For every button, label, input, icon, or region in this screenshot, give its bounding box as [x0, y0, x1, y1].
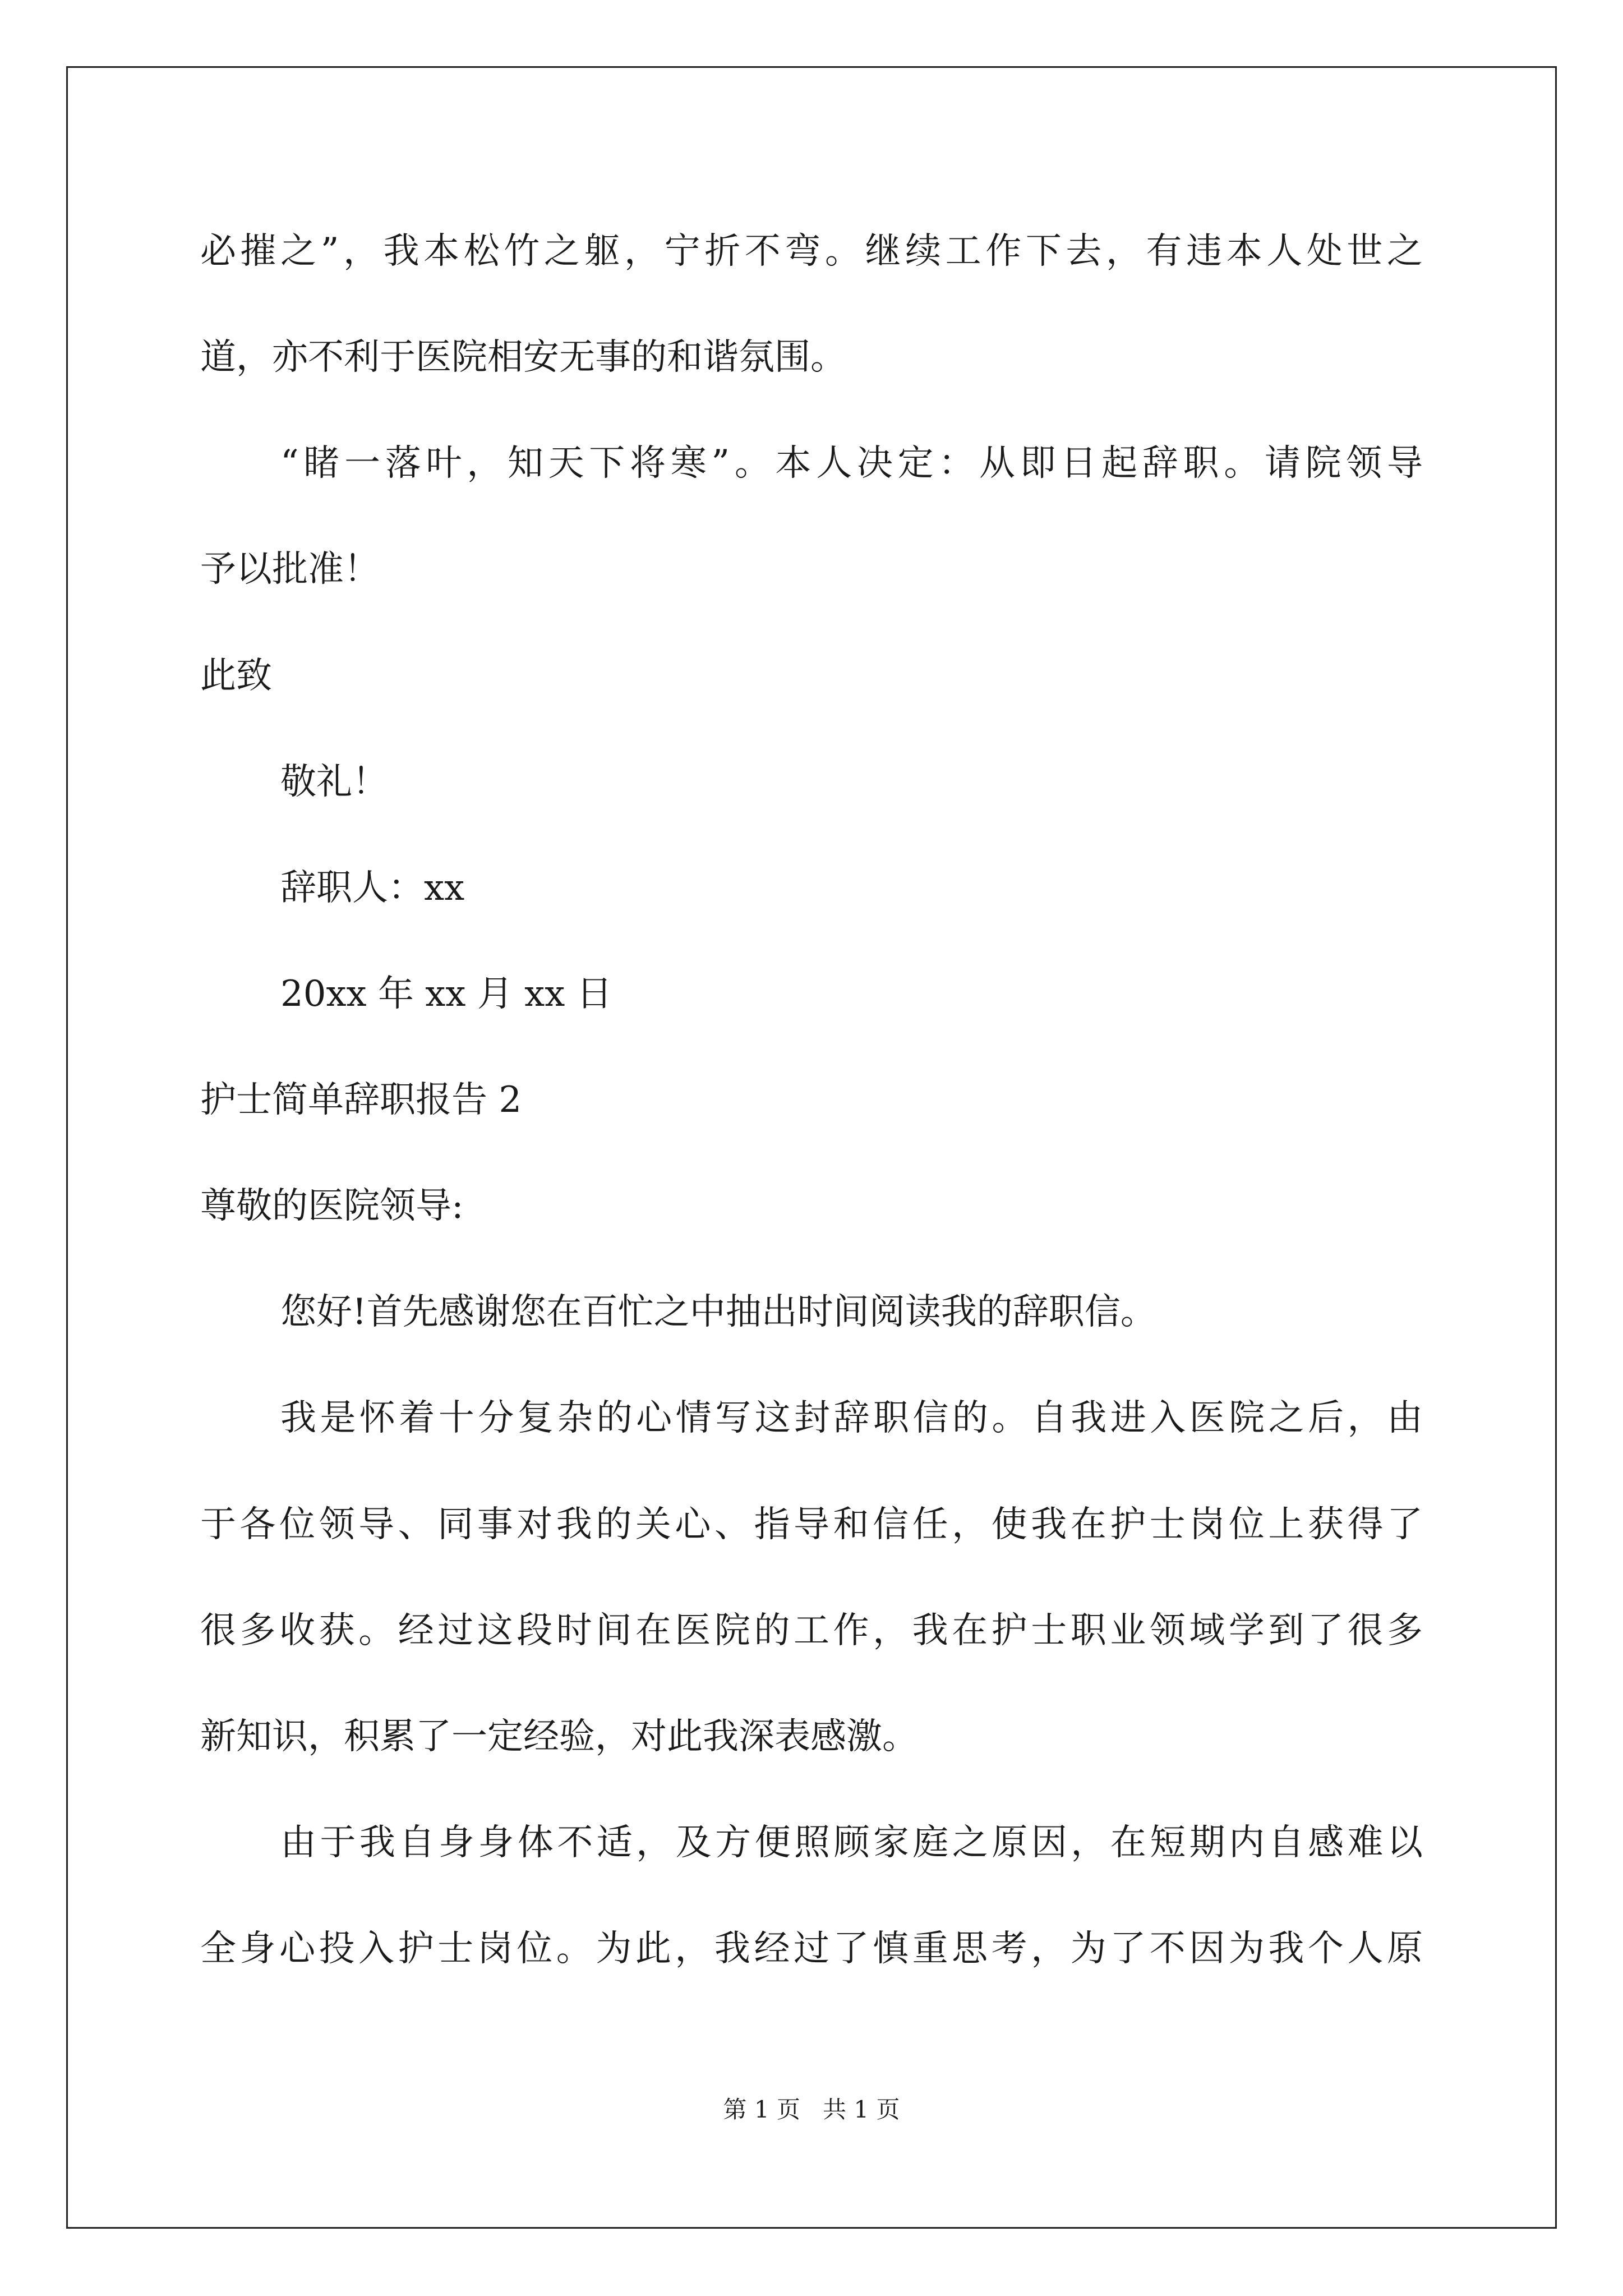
body-line-13: 于各位领导、同事对我的关心、指导和信任，使我在护士岗位上获得了: [200, 1504, 1423, 1545]
section-title: 护士简单辞职报告 2: [200, 1079, 522, 1121]
body-line-14: 很多收获。经过这段时间在医院的工作，我在护士职业领域学到了很多: [200, 1610, 1423, 1651]
body-line-2: 道，亦不利于医院相安无事的和谐氛围。: [200, 337, 846, 378]
date-line: 20xx 年 xx 月 xx 日: [280, 973, 612, 1015]
body-line-17: 全身心投入护士岗位。为此，我经过了慎重思考，为了不因为我个人原: [200, 1928, 1423, 1970]
page-footer: 第 1 页 共 1 页: [723, 2096, 900, 2123]
body-line-12: 我是怀着十分复杂的心情写这封辞职信的。自我进入医院之后，由: [280, 1397, 1423, 1439]
body-line-11: 您好!首先感谢您在百忙之中抽出时间阅读我的辞职信。: [280, 1291, 1156, 1333]
closing-salutation: 此致: [200, 655, 272, 697]
body-line-3: “睹一落叶，知天下将寒”。本人决定：从即日起辞职。请院领导: [280, 443, 1423, 484]
greeting-line: 尊敬的医院领导:: [200, 1185, 464, 1227]
body-line-1: 必摧之”，我本松竹之躯，宁折不弯。继续工作下去，有违本人处世之: [200, 231, 1423, 272]
signature-line: 辞职人：xx: [280, 867, 465, 909]
page-border: [66, 66, 1557, 2229]
body-line-4: 予以批准！: [200, 549, 380, 590]
closing-regards: 敬礼！: [280, 761, 388, 803]
body-line-16: 由于我自身身体不适，及方便照顾家庭之原因，在短期内自感难以: [280, 1822, 1423, 1864]
body-line-15: 新知识，积累了一定经验，对此我深表感激。: [200, 1716, 918, 1757]
